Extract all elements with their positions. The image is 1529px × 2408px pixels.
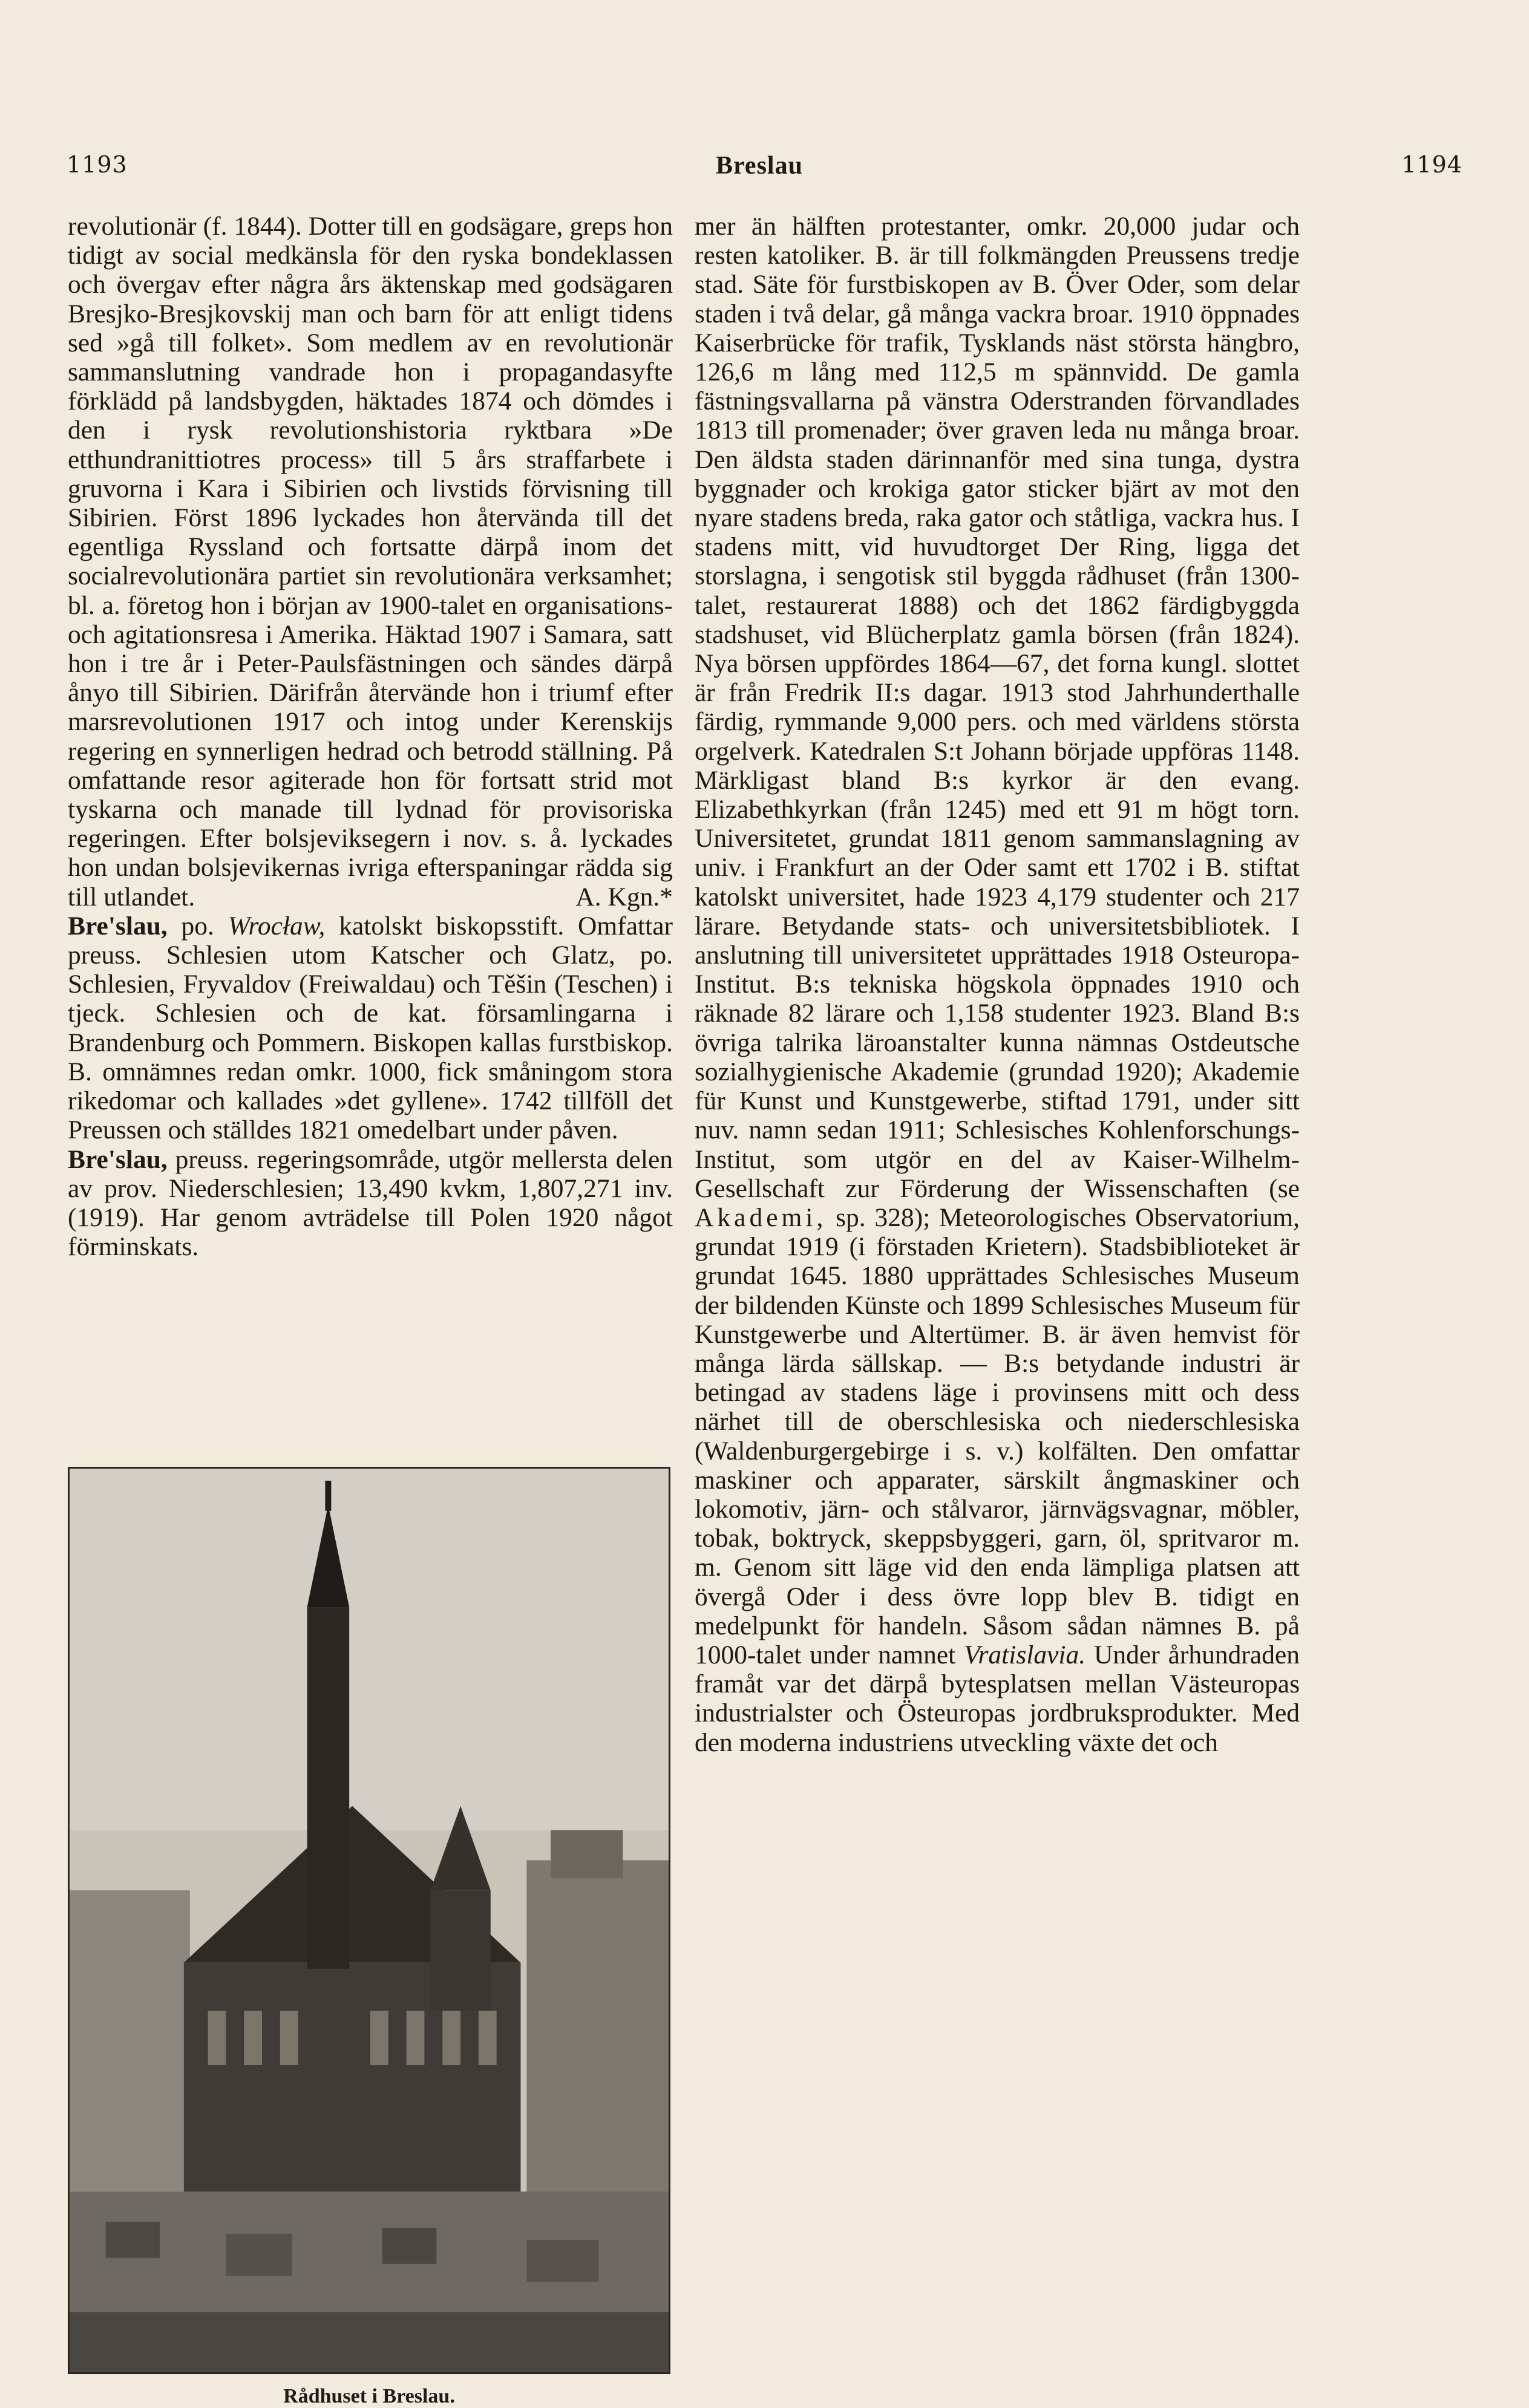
entry-headword: Bre'slau, <box>68 911 168 941</box>
entry-spaced-reference: Akademi, <box>695 1202 827 1232</box>
entry-text: katolskt biskopsstift. Omfattar preuss. Schlesien utom Katscher och Glatz, po. Schlesien, Fryvaldov (Freiwaldau) och Těšin (Teschen) i tjeck. Schlesien och de kat. församlingarna i Brandenburg och Pommern. Biskopen kallas furstbiskop. B. omnämnes redan omkr. 1000, fick småningom stora rikedomar och kallades »det gyllene». 1742 tillföll det Preussen och ställdes 1821 omedelbart under påven. <box>68 911 673 1145</box>
entry-text: mer än hälften protestanter, omkr. 20,000 judar och resten katoliker. B. är till folkmängden Preussens tredje stad. Säte för furstbiskopen av B. Över Oder, som delar staden i två delar, gå många vackra broar. 1910 öppnades Kaiserbrücke för trafik, Tysklands näst största hängbro, 126,6 m lång med 112,5 m spännvidd. De gamla fästningsvallarna på vänstra Oderstranden förvandlades 1813 till promenader; över graven leda nu många broar. Den äldsta staden därinnanför med sina tunga, dystra byggnader och krokiga gator sticker bjärt av mot den nyare stadens breda, raka gator och ståtliga, vackra hus. I stadens mitt, vid huvudtorget Der Ring, ligga det storslagna, i sengotisk stil byggda rådhuset (från 1300-talet, restaurerat 1888) och det 1862 färdigbyggda stadshuset, vid Blücherplatz gamla börsen (från 1824). Nya börsen uppfördes 1864—67, det forna kungl. slottet är från Fredrik II:s dagar. 1913 stod Jahrhunderthalle färdig, rymmande 9,000 pers. och med världens största orgelverk. Katedralen S:t Johann började uppföras 1148. Märkligast bland B:s kyrkor är den evang. Elizabethkyrkan (från 1245) med ett 91 m högt torn. Universitetet, grundat 1811 genom sammanslagning av univ. i Frankfurt an der Oder samt ett 1702 i B. stiftat katolskt universitet, hade 1923 4,179 studenter och 217 lärare. Betydande stats- och universitetsbibliotek. I anslutning till universitetet upprättades 1918 Osteuropa-Institut. B:s tekniska högskola öppnades 1910 och räknade 82 lärare och 1,158 studenter 1923. Bland B:s övriga talrika läroanstalter kunna nämnas Ostdeutsche sozialhygienische Akademie (grundad 1920); Akademie für Kunst und Kunstgewerbe, stiftad 1791, under sitt nuv. namn sedan 1911; Schlesisches Kohlenforschungs-Institut, som utgör en del av Kaiser-Wilhelm-Gesellschaft zur Förderung der Wissenschaften (se <box>695 212 1300 1203</box>
entry-breslau-region <box>68 1145 673 1262</box>
entry-breshkovskaya-continued <box>68 212 673 912</box>
left-page-number: 1193 <box>67 151 128 178</box>
entry-italic-term: Wrocław, <box>228 911 326 941</box>
figure-caption: Rådhuset i Breslau. <box>283 2385 455 2407</box>
entry-headword: Bre'slau, <box>68 1144 168 1174</box>
author-signature: A. Kgn.* <box>575 882 673 912</box>
figure-town-hall <box>68 1467 670 2408</box>
entry-breslau-diocese <box>68 912 673 1145</box>
entry-text: Under århundraden framåt var det därpå bytesplatsen mellan Västeuropas industrialster och Östeuropas jordbruksprodukter. Med den moderna industriens utveckling växte det och <box>695 1640 1300 1757</box>
entry-italic-term: Vratislavia. <box>964 1640 1086 1669</box>
entry-text: po. <box>167 911 228 941</box>
entry-breslau-city-continued <box>695 212 1300 1757</box>
entry-text: preuss. regeringsområde, utgör mellersta delen av prov. Niederschlesien; 13,490 kvkm, 1,807,271 inv. (1919). Har genom avträdelse till Polen 1920 något förminskats. <box>68 1144 673 1262</box>
right-column <box>695 212 1300 1757</box>
town-hall-photo <box>68 1467 670 2374</box>
entry-text: sp. 328); Meteorologisches Observatorium, grundat 1919 (i förstaden Krietern). Stadsbiblioteket är grundat 1645. 1880 upprättades Schlesisches Museum der bildenden Künste och 1899 Schlesisches Museum für Kunstgewerbe und Altertümer. B. är även hemvist för många lärda sällskap. — B:s betydande industri är betingad av stadens läge i provinsens mitt och dess närhet till de oberschlesiska och niederschlesiska (Waldenburgergebirge i s. v.) kolfälten. Den omfattar maskiner och apparater, särskilt ångmaskiner och lokomotiv, järn- och stålvaror, järnvägsvagnar, möbler, tobak, boktryck, skeppsbyggeri, garn, öl, spritvaror m. m. Genom sitt läge vid den enda lämpliga platsen att övergå Oder i dess övre lopp blev B. tidigt en medelpunkt för handeln. Såsom sådan nämnes B. på 1000-talet under namnet <box>695 1202 1300 1669</box>
right-page-number: 1194 <box>1401 151 1462 178</box>
page-title: Breslau <box>716 152 803 180</box>
left-column <box>68 212 673 1261</box>
entry-text: revolutionär (f. 1844). Dotter till en godsägare, greps hon tidigt av social medkänsla för den ryska bondeklassen och övergav efter några års äktenskap med godsägaren Bresjko-Bresjkovskij man och barn för att enligt tidens sed »gå till folket». Som medlem av en revolutionär sammanslutning vandrade hon i propagandasyfte förklädd på landsbygden, häktades 1874 och dömdes i den i rysk revolutionshistoria ryktbara »De etthundranittiotres process» till 5 års straffarbete i gruvorna i Kara i Sibirien och livstids förvisning till Sibirien. Först 1896 lyckades hon återvända till det egentliga Ryssland och fortsatte därpå inom det socialrevolutionära partiet sin revolutionära verksamhet; bl. a. företog hon i början av 1900-talet en organisations- och agitationsresa i Amerika. Häktad 1907 i Samara, satt hon i tre år i Peter-Paulsfästningen och sändes därpå ånyo till Sibirien. Därifrån återvände hon i triumf efter marsrevolutionen 1917 och intog under Kerenskijs regering en synnerligen hedrad och betrodd ställning. På omfattande resor agiterade hon för fortsatt strid mot tyskarna och manade till lydnad för provisoriska regeringen. Efter bolsjeviksegern i nov. s. å. lyckades hon undan bolsjevikernas ivriga efterspaningar rädda sig till utlandet. <box>68 212 673 912</box>
